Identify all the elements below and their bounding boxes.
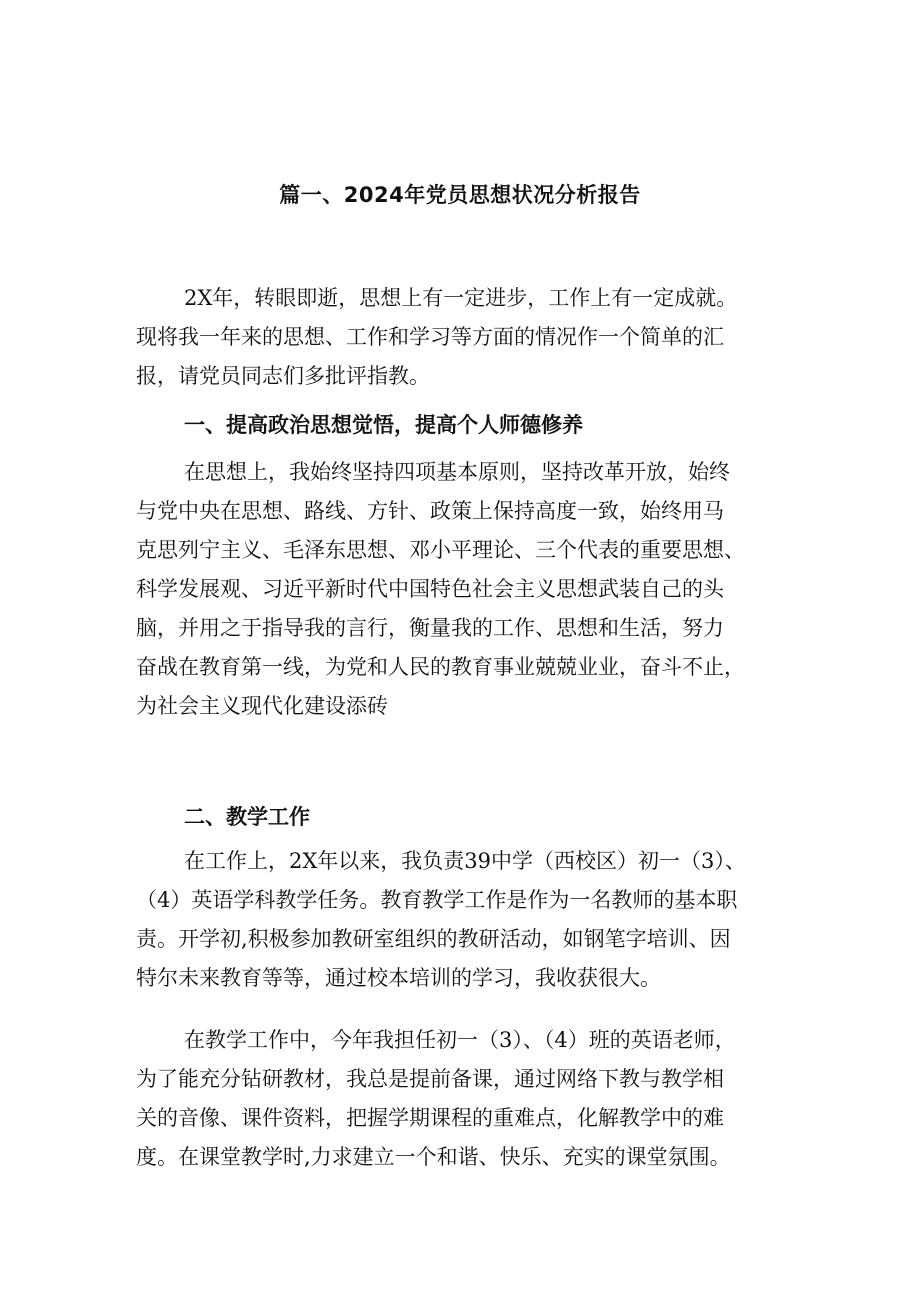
document-title: 篇一、2024年党员思想状况分析报告 bbox=[279, 183, 641, 207]
section-heading-1: 一、提高政治思想觉悟，提高个人师德修养 bbox=[184, 413, 583, 437]
intro-paragraph bbox=[136, 279, 788, 396]
section-1-paragraph bbox=[136, 453, 788, 726]
text-line: 与党中央在思想、路线、方针、政策上保持高度一致，始终用马 bbox=[136, 499, 724, 523]
text-line: 克思列宁主义、毛泽东思想、邓小平理论、三个代表的重要思想、 bbox=[136, 538, 745, 562]
text-line: 责。开学初,积极参加教研室组织的教研活动，如钢笔字培训、因 bbox=[136, 927, 731, 951]
text-line: 现将我一年来的思想、工作和学习等方面的情况作一个简单的汇 bbox=[136, 325, 724, 349]
text-line: 在教学工作中，今年我担任初一（3）、（4）班的英语老师， bbox=[184, 1028, 736, 1052]
text-line: 科学发展观、习近平新时代中国特色社会主义思想武装自己的头 bbox=[136, 577, 724, 601]
section-heading-2: 二、教学工作 bbox=[184, 805, 310, 829]
text-line: 在工作上，2X年以来，我负责39中学（西校区）初一（3）、 bbox=[184, 849, 746, 873]
text-line: 2X年，转眼即逝，思想上有一定进步，工作上有一定成就。 bbox=[184, 286, 738, 310]
text-line: 脑，并用之于指导我的言行，衡量我的工作、思想和生活，努力 bbox=[136, 616, 724, 640]
text-line: 特尔未来教育等等，通过校本培训的学习，我收获很大。 bbox=[136, 966, 661, 990]
text-line: 为了能充分钻研教材，我总是提前备课，通过网络下教与教学相 bbox=[136, 1067, 724, 1091]
text-line: 在思想上，我始终坚持四项基本原则，坚持改革开放，始终 bbox=[184, 460, 730, 484]
text-line: 报，请党员同志们多批评指教。 bbox=[136, 364, 430, 388]
text-line: 度。在课堂教学时,力求建立一个和谐、快乐、充实的课堂氛围。 bbox=[136, 1145, 731, 1169]
text-line: （4）英语学科教学任务。教育教学工作是作为一名教师的基本职 bbox=[136, 888, 738, 912]
text-line: 为社会主义现代化建设添砖 bbox=[136, 694, 388, 718]
text-line: 关的音像、课件资料，把握学期课程的重难点，化解教学中的难 bbox=[136, 1106, 724, 1130]
section-2-paragraph-2 bbox=[136, 1021, 788, 1177]
text-line: 奋战在教育第一线，为党和人民的教育事业兢兢业业，奋斗不止， bbox=[136, 655, 745, 679]
section-2-paragraph-1 bbox=[136, 842, 788, 998]
